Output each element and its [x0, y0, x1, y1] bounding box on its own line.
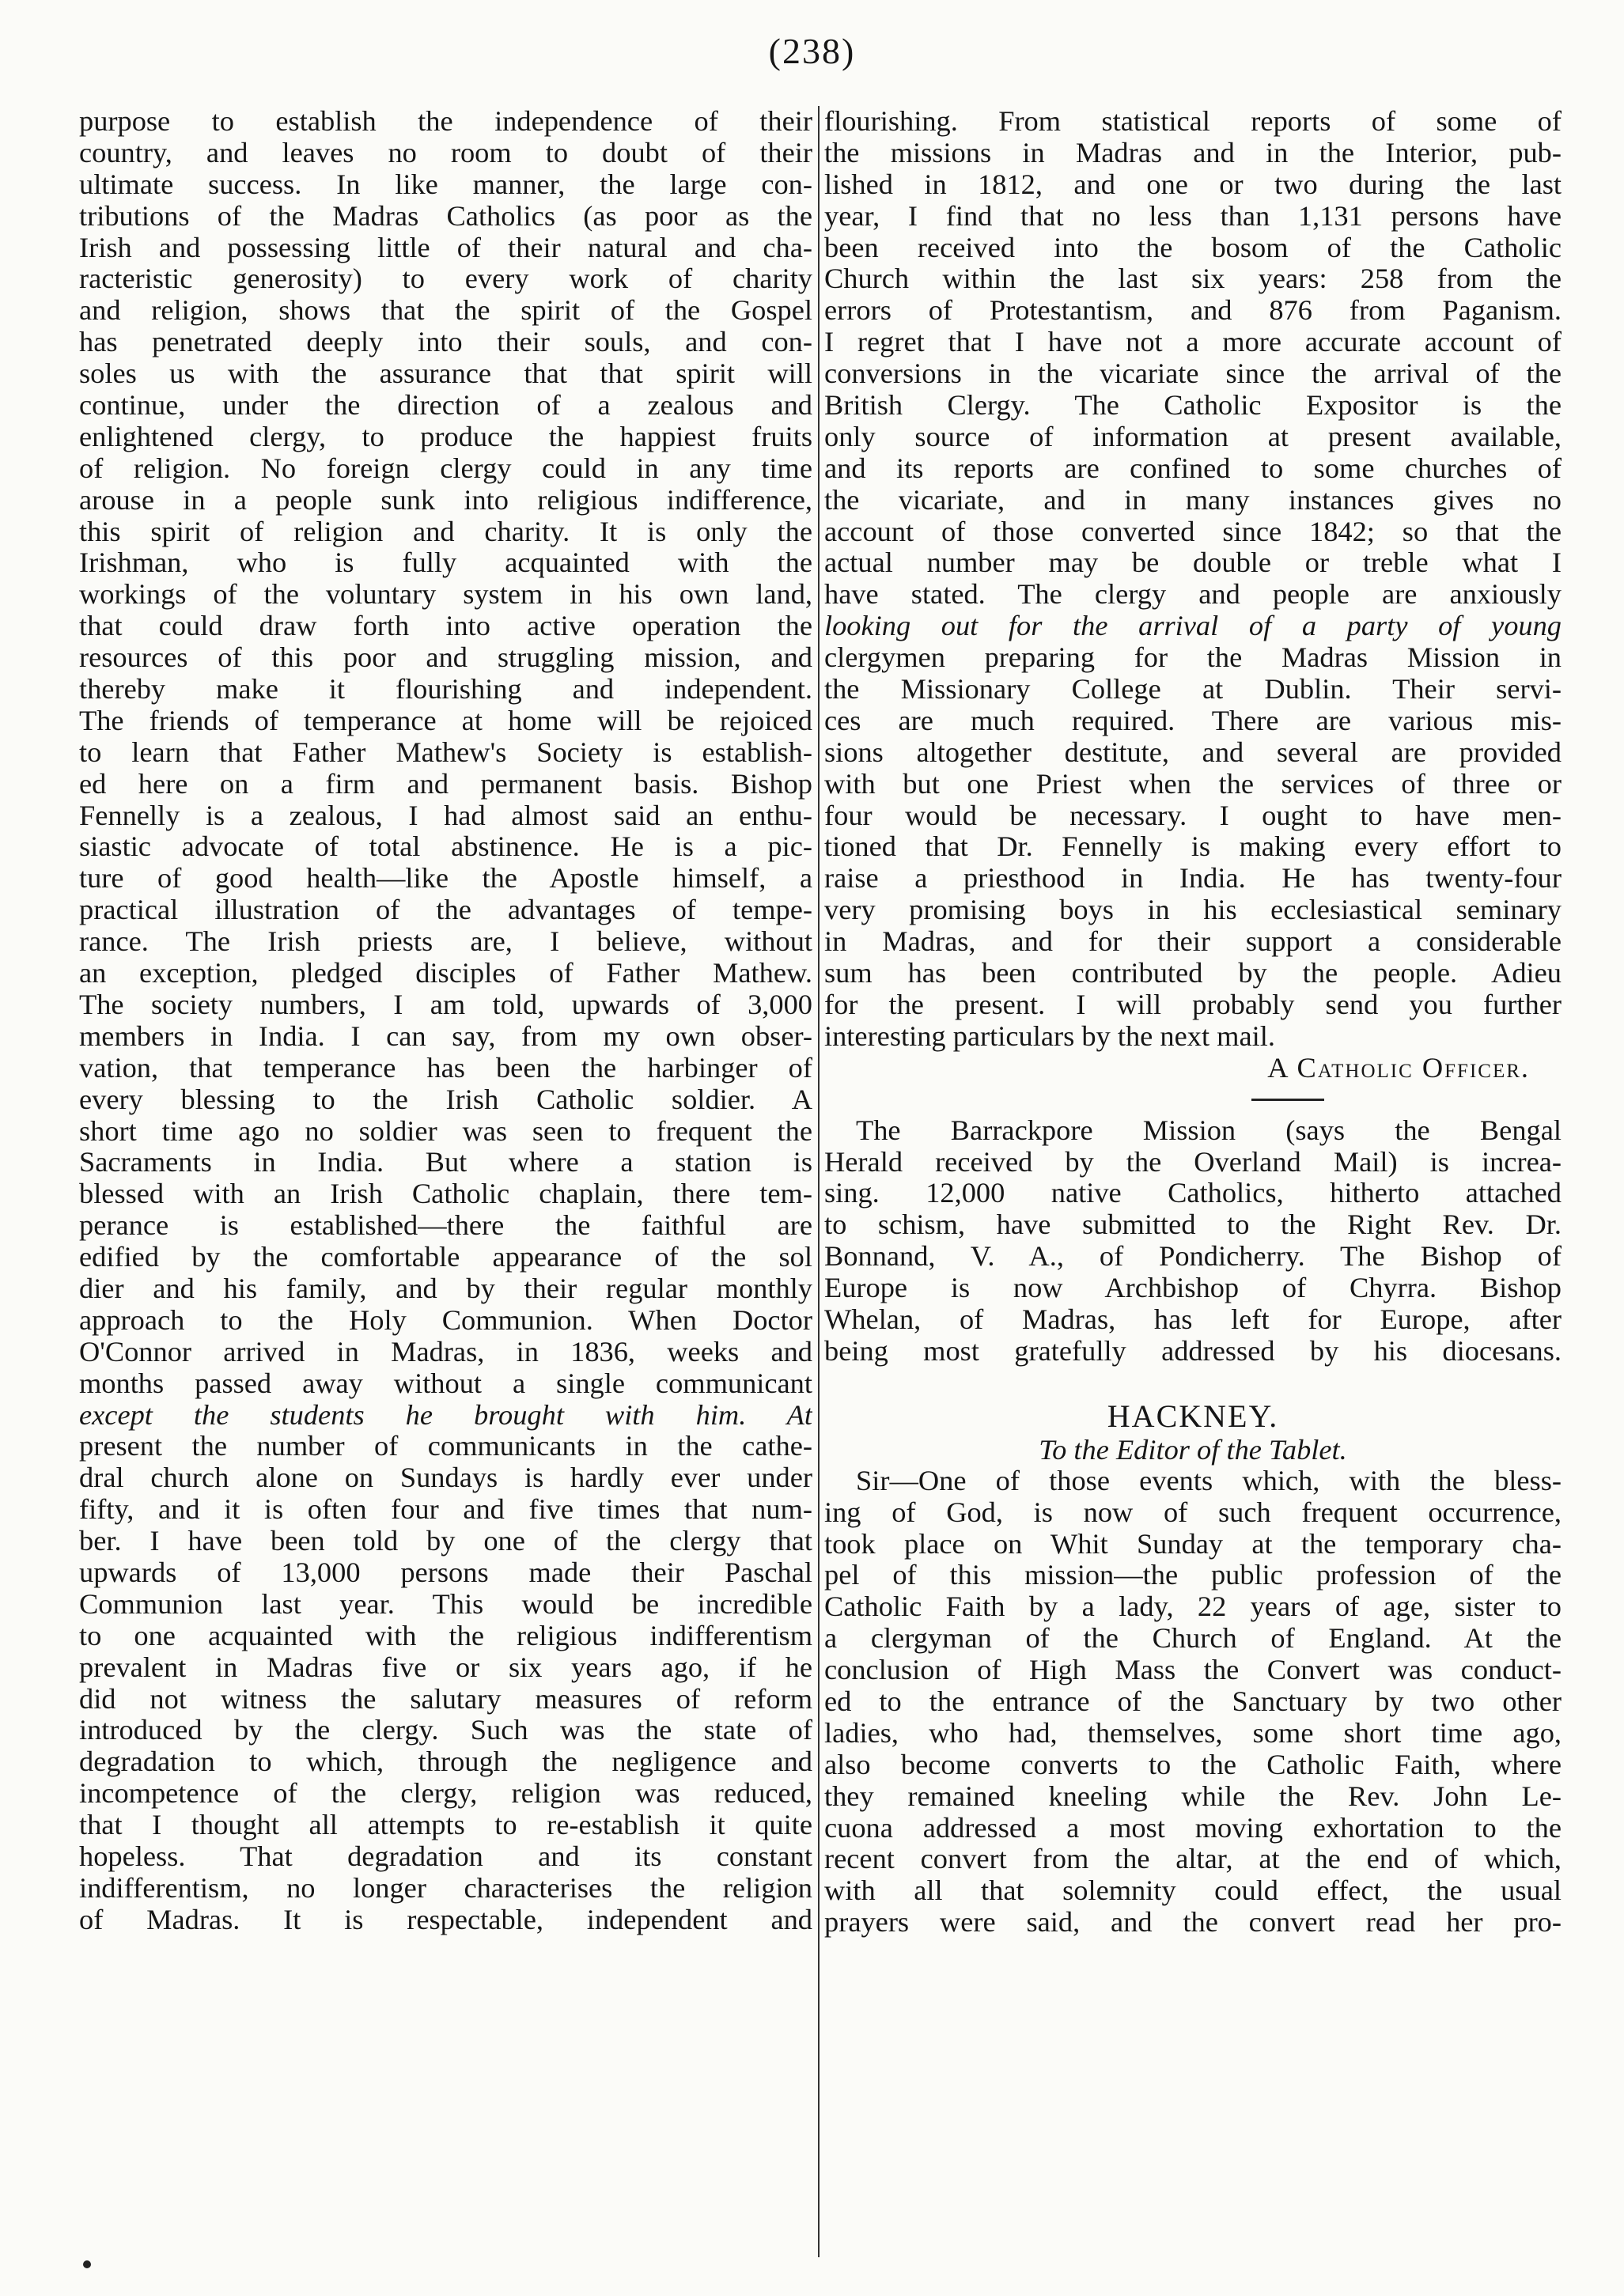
text-line: enlightened clergy, to produce the happiest fruits [79, 421, 812, 452]
text-line: resources of this poor and struggling mission, and [79, 642, 812, 674]
text-line: with all that solemnity could effect, the usual [824, 1875, 1562, 1907]
text-line: Irishman, who is fully acquainted with the [79, 547, 812, 579]
text-line: took place on Whit Sunday at the temporary cha- [824, 1528, 1562, 1560]
text-line: short time ago no soldier was seen to frequent the [79, 1115, 812, 1147]
text-line: degradation to which, through the negligence and [79, 1746, 812, 1778]
text-line: of Madras. It is respectable, independent and [79, 1904, 812, 1935]
text-line: continue, under the direction of a zealous and [79, 390, 812, 422]
text-line: did not witness the salutary measures of reform [79, 1683, 812, 1715]
text-line: in Madras, and for their support a considerable [824, 926, 1562, 958]
text-line: conversions in the vicariate since the arrival of the [824, 358, 1562, 390]
signature: A Catholic Officer. [1267, 1052, 1530, 1084]
text-line: that I thought all attempts to re-establish it quite [79, 1810, 812, 1841]
text-line: ture of good health—like the Apostle himself, a [79, 863, 812, 895]
text-line: tributions of the Madras Catholics (as poor as the [79, 200, 812, 232]
text-line: soles us with the assurance that that spirit will [79, 358, 812, 390]
text-line: every blessing to the Irish Catholic soldier. A [79, 1084, 812, 1115]
text-line: an exception, pledged disciples of Father Mathew. [79, 958, 812, 989]
text-line: members in India. I can say, from my own obser- [79, 1020, 812, 1052]
text-line: conclusion of High Mass the Convert was conduct- [824, 1655, 1562, 1686]
text-line: Sacraments in India. But where a station is [79, 1147, 812, 1178]
right-column [824, 106, 1562, 1939]
text-line: account of those converted since 1842; so that the [824, 516, 1562, 547]
text-line: Herald received by the Overland Mail) is increa- [824, 1146, 1562, 1178]
text-line: ultimate success. In like manner, the large con- [79, 168, 812, 200]
text-line: Church within the last six years: 258 from the [824, 263, 1562, 295]
text-line: racteristic generosity) to every work of charity [79, 263, 812, 295]
text-line: months passed away without a single communicant [79, 1367, 812, 1399]
text-line: also become converts to the Catholic Faith, where [824, 1749, 1562, 1780]
text-line: interesting particulars by the next mail. [824, 1020, 1275, 1052]
text-line: clergymen preparing for the Madras Mission in [824, 642, 1562, 674]
text-line: perance is established—there the faithful are [79, 1210, 812, 1242]
text-line: year, I find that no less than 1,131 persons have [824, 200, 1562, 232]
column-divider [818, 106, 820, 2257]
text-line: hopeless. That degradation and its constant [79, 1840, 812, 1872]
text-line: for the present. I will probably send you further [824, 989, 1562, 1020]
text-line: Whelan, of Madras, has left for Europe, after [824, 1303, 1562, 1335]
text-line: upwards of 13,000 persons made their Paschal [79, 1557, 812, 1588]
text-line: purpose to establish the independence of their [79, 106, 812, 137]
text-line: pel of this mission—the public profession of the [824, 1560, 1562, 1591]
text-line: workings of the voluntary system in his own land, [79, 579, 812, 611]
text-line: looking out for the arrival of a party of young [824, 611, 1562, 642]
text-line: recent convert from the altar, at the end of which, [824, 1844, 1562, 1875]
text-line: being most gratefully addressed by his diocesans. [824, 1335, 1562, 1367]
text-line: actual number may be double or treble what I [824, 547, 1562, 579]
text-line: sing. 12,000 native Catholics, hitherto attached [824, 1178, 1562, 1209]
text-line: dral church alone on Sundays is hardly ever under [79, 1462, 812, 1494]
barrackpore-article [824, 1115, 1562, 1367]
text-line: introduced by the clergy. Such was the state of [79, 1715, 812, 1746]
text-line: of religion. No foreign clergy could in any time [79, 452, 812, 484]
text-line: been received into the bosom of the Catholic [824, 232, 1562, 263]
section-rule [1251, 1099, 1324, 1101]
text-line: Catholic Faith by a lady, 22 years of age, sister to [824, 1591, 1562, 1623]
text-line: I regret that I have not a more accurate account of [824, 327, 1562, 358]
text-line: ing of God, is now of such frequent occurrence, [824, 1496, 1562, 1528]
text-line: flourishing. From statistical reports of some of [824, 106, 1562, 137]
text-line: to learn that Father Mathew's Society is establish- [79, 736, 812, 768]
text-line: sions altogether destitute, and several are provided [824, 736, 1562, 768]
text-line: The society numbers, I am told, upwards of 3,000 [79, 989, 812, 1020]
letter-continuation [824, 106, 1562, 1053]
text-line: Sir—One of those events which, with the bless- [856, 1465, 1562, 1496]
text-line: and religion, shows that the spirit of the Gospel [79, 295, 812, 327]
text-line: raise a priesthood in India. He has twenty-four [824, 863, 1562, 895]
section-subheading: To the Editor of the Tablet. [1039, 1433, 1347, 1466]
text-line: The friends of temperance at home will be rejoiced [79, 705, 812, 736]
text-line: with but one Priest when the services of three or [824, 768, 1562, 800]
text-line: incompetence of the clergy, religion was reduced, [79, 1778, 812, 1810]
text-line: rance. The Irish priests are, I believe, without [79, 926, 812, 958]
text-line: have stated. The clergy and people are anxiously [824, 579, 1562, 611]
text-line: sum has been contributed by the people. Adieu [824, 958, 1562, 989]
text-line: to schism, have submitted to the Right Rev. Dr. [824, 1209, 1562, 1241]
text-line: very promising boys in his ecclesiastical seminary [824, 895, 1562, 926]
text-line: Fennelly is a zealous, I had almost said an enthu- [79, 800, 812, 831]
hackney-article [824, 1466, 1562, 1939]
text-line: errors of Protestantism, and 876 from Paganism. [824, 295, 1562, 327]
text-line: the vicariate, and in many instances gives no [824, 484, 1562, 516]
text-line: this spirit of religion and charity. It is only the [79, 516, 812, 547]
text-line: cuona addressed a most moving exhortation to the [824, 1812, 1562, 1844]
text-line: Communion last year. This would be incredible [79, 1588, 812, 1620]
text-line: Europe is now Archbishop of Chyrra. Bishop [824, 1273, 1562, 1304]
text-line: to one acquainted with the religious indifferentism [79, 1620, 812, 1651]
text-line: O'Connor arrived in Madras, in 1836, weeks and [79, 1336, 812, 1367]
text-line: dier and his family, and by their regular monthly [79, 1273, 812, 1304]
text-line: vation, that temperance has been the harbinger of [79, 1052, 812, 1084]
text-line: indifferentism, no longer characterises the religion [79, 1872, 812, 1904]
text-line: Irish and possessing little of their natural and cha- [79, 232, 812, 263]
text-line: prevalent in Madras five or six years ago, if he [79, 1651, 812, 1683]
spacer [824, 1367, 1562, 1399]
text-line: ber. I have been told by one of the clergy that [79, 1526, 812, 1557]
text-line: ed here on a firm and permanent basis. Bishop [79, 768, 812, 800]
text-line: British Clergy. The Catholic Expositor is the [824, 390, 1562, 422]
text-line: that could draw forth into active operation the [79, 611, 812, 642]
text-line: except the students he brought with him. At [79, 1399, 812, 1431]
text-line: Bonnand, V. A., of Pondicherry. The Bishop of [824, 1241, 1562, 1273]
text-line: the Missionary College at Dublin. Their servi- [824, 674, 1562, 705]
text-line: approach to the Holy Communion. When Doctor [79, 1304, 812, 1336]
text-line: tioned that Dr. Fennelly is making every effort to [824, 831, 1562, 863]
text-line: a clergyman of the Church of England. At the [824, 1623, 1562, 1655]
text-line: and its reports are confined to some churches of [824, 452, 1562, 484]
text-line: blessed with an Irish Catholic chaplain, there tem- [79, 1178, 812, 1210]
text-line: thereby make it flourishing and independent. [79, 674, 812, 705]
text-line: only source of information at present available, [824, 421, 1562, 452]
text-line: ces are much required. There are various mis- [824, 705, 1562, 736]
text-line: edified by the comfortable appearance of the sol [79, 1242, 812, 1273]
text-line: the missions in Madras and in the Interior, pub- [824, 137, 1562, 168]
bullet-mark [83, 2260, 91, 2268]
text-line: four would be necessary. I ought to have men- [824, 800, 1562, 831]
text-line: prayers were said, and the convert read her pro- [824, 1907, 1562, 1939]
text-line: The Barrackpore Mission (says the Bengal [856, 1114, 1562, 1146]
text-line: siastic advocate of total abstinence. He is a pic- [79, 831, 812, 863]
text-line: has penetrated deeply into their souls, and con- [79, 327, 812, 358]
text-line: practical illustration of the advantages of tempe- [79, 895, 812, 926]
section-heading: HACKNEY. [1107, 1398, 1279, 1434]
text-line: present the number of communicants in the cathe- [79, 1431, 812, 1462]
text-line: lished in 1812, and one or two during the last [824, 168, 1562, 200]
left-column [79, 106, 812, 1936]
text-line: they remained kneeling while the Rev. John Le- [824, 1780, 1562, 1812]
text-line: arouse in a people sunk into religious indifference, [79, 484, 812, 516]
text-line: fifty, and it is often four and five times that num- [79, 1494, 812, 1526]
page-number: (238) [768, 31, 856, 71]
text-line: ed to the entrance of the Sanctuary by two other [824, 1685, 1562, 1717]
text-line: country, and leaves no room to doubt of their [79, 137, 812, 168]
text-line: ladies, who had, themselves, some short time ago, [824, 1717, 1562, 1749]
